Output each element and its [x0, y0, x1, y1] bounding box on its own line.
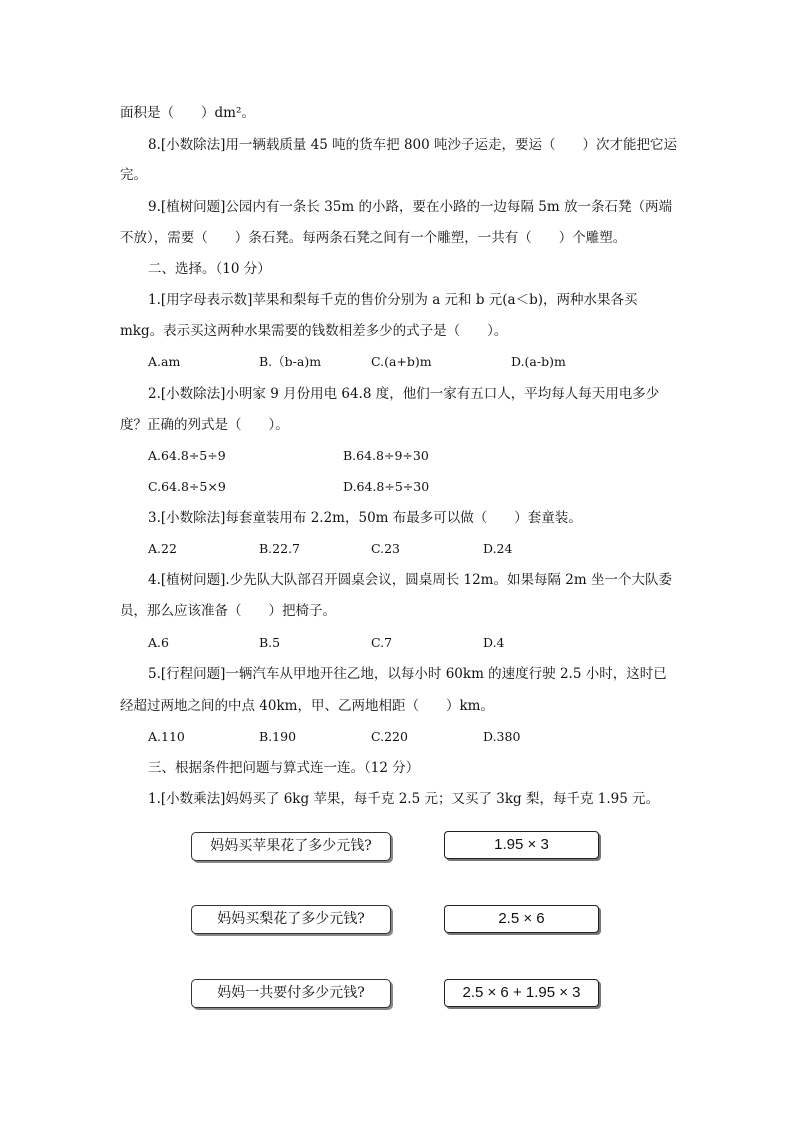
- s2-q1-option-b[interactable]: B.（b-a)m: [259, 354, 322, 369]
- section-2-title: 二、选择。（10 分）: [148, 261, 271, 277]
- s2-q2-option-c[interactable]: C.64.8÷5×9: [148, 479, 226, 494]
- s2-q5-option-c[interactable]: C.220: [371, 729, 408, 744]
- s2-q5-option-d[interactable]: D.380: [483, 729, 521, 744]
- section-3-title: 三、根据条件把问题与算式连一连。（12 分）: [148, 760, 420, 776]
- s2-q3-option-a[interactable]: A.22: [148, 541, 177, 556]
- formula-box-total[interactable]: 2.5 × 6 + 1.95 × 3: [444, 979, 599, 1007]
- s2-q1-line-2: mkg。表示买这两种水果需要的钱数相差多少的式子是（ ）。: [120, 323, 508, 339]
- s2-q1-line-1: 1.[用字母表示数]苹果和梨每千克的售价分别为 a 元和 b 元(a＜b)，两种水果各买: [148, 292, 638, 308]
- q9-line-2: 不放），需要（ ）条石凳。每两条石凳之间有一个雕塑，一共有（ ）个雕塑。: [120, 230, 627, 246]
- s2-q3-option-d[interactable]: D.24: [483, 541, 513, 556]
- s2-q5-line-1: 5.[行程问题]一辆汽车从甲地开往乙地，以每小时 60km 的速度行驶 2.5 小时，这时已: [148, 666, 667, 682]
- s2-q1-option-c[interactable]: C.(a+b)m: [371, 354, 432, 369]
- s2-q5-line-2: 经超过两地之间的中点 40km，甲、乙两地相距（ ）km。: [120, 698, 494, 714]
- s2-q4-option-d[interactable]: D.4: [483, 635, 505, 650]
- s2-q2-option-d[interactable]: D.64.8÷5÷30: [343, 479, 430, 494]
- s3-q1-line-1: 1.[小数乘法]妈妈买了 6kg 苹果，每千克 2.5 元；又买了 3kg 梨，每千克 1.95 元。: [148, 791, 660, 807]
- s2-q4-line-2: 员，那么应该准备（ ）把椅子。: [120, 603, 336, 619]
- s2-q5-option-a[interactable]: A.110: [148, 729, 185, 744]
- s2-q4-option-c[interactable]: C.7: [371, 635, 393, 650]
- s2-q1-option-a[interactable]: A.am: [148, 354, 181, 369]
- s2-q2-option-b[interactable]: B.64.8÷9÷30: [343, 448, 429, 463]
- q9-line-1: 9.[植树问题]公园内有一条长 35m 的小路，要在小路的一边每隔 5m 放一条石凳（两端: [148, 199, 672, 215]
- question-box-pears[interactable]: 妈妈买梨花了多少元钱?: [191, 905, 391, 934]
- q8-line-1: 8.[小数除法]用一辆载质量 45 吨的货车把 800 吨沙子运走，要运（ ）次才能把它运: [148, 137, 678, 153]
- s2-q3-option-c[interactable]: C.23: [371, 541, 400, 556]
- s2-q2-option-a[interactable]: A.64.8÷5÷9: [148, 448, 226, 463]
- s2-q4-option-b[interactable]: B.5: [259, 635, 281, 650]
- s2-q1-option-d[interactable]: D.(a-b)m: [511, 354, 566, 369]
- formula-box-apples[interactable]: 2.5 × 6: [444, 905, 599, 933]
- s2-q2-line-1: 2.[小数除法]小明家 9 月份用电 64.8 度，他们一家有五口人，平均每人每天用电多少: [148, 386, 660, 402]
- question-box-total[interactable]: 妈妈一共要付多少元钱?: [191, 979, 391, 1008]
- s2-q3-option-b[interactable]: B.22.7: [259, 541, 300, 556]
- s2-q4-option-a[interactable]: A.6: [148, 635, 169, 650]
- s2-q4-line-1: 4.[植树问题].少先队大队部召开圆桌会议，圆桌周长 12m。如果每隔 2m 坐一个大队委: [148, 572, 672, 588]
- q8-line-2: 完。: [120, 167, 147, 183]
- s2-q5-option-b[interactable]: B.190: [259, 729, 297, 744]
- area-answer-line: 面积是（ ）dm²。: [120, 105, 255, 121]
- formula-box-pears[interactable]: 1.95 × 3: [444, 831, 599, 859]
- question-box-apples[interactable]: 妈妈买苹果花了多少元钱?: [191, 832, 391, 861]
- s2-q2-line-2: 度？正确的列式是（ ）。: [120, 417, 289, 433]
- s2-q3-line-1: 3.[小数除法]每套童装用布 2.2m，50m 布最多可以做（ ）套童装。: [148, 510, 582, 526]
